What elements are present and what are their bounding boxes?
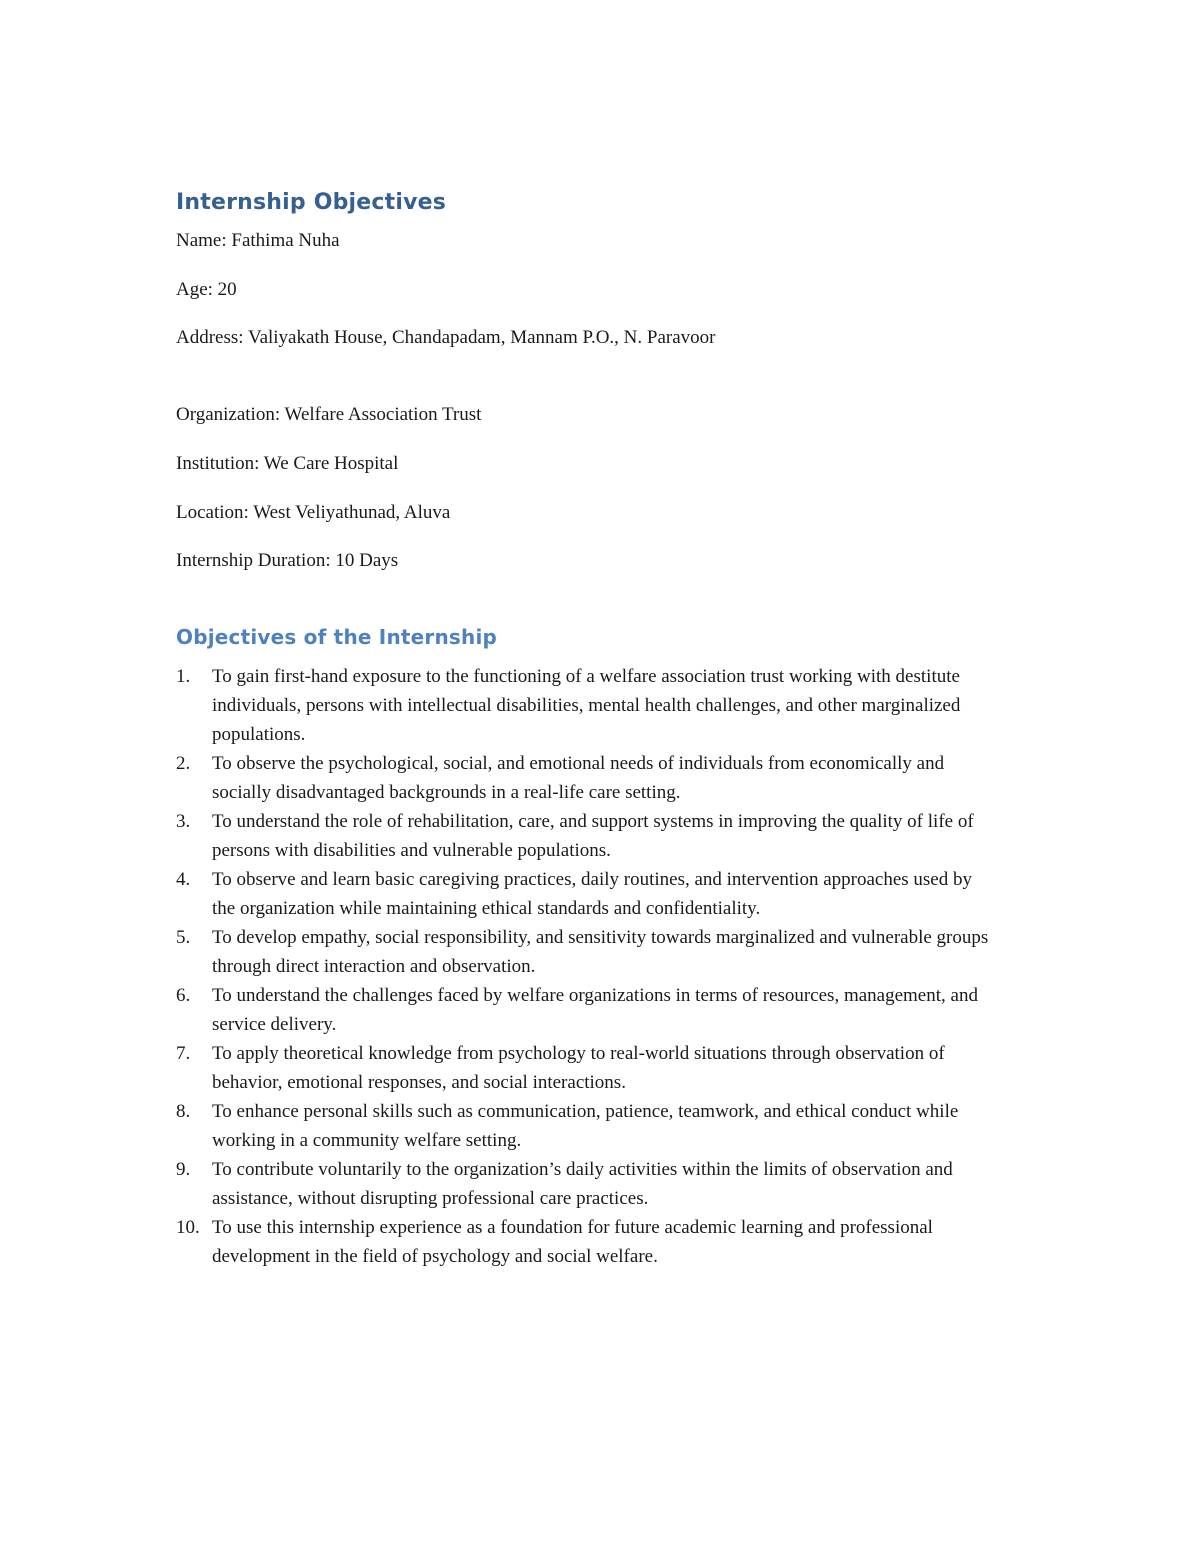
list-item-text: To develop empathy, social responsibility, and sensitivity towards marginalized and vulnerable groups through direct interaction and observation.: [212, 927, 989, 977]
list-item: [176, 1155, 996, 1213]
list-item: [176, 662, 996, 749]
list-item: [176, 1097, 996, 1155]
field-duration: Internship Duration: 10 Days: [176, 550, 399, 571]
list-item-number: 9.: [176, 1159, 191, 1180]
list-item-text: To observe the psychological, social, and emotional needs of individuals from economically and socially disadvantaged backgrounds in a real-life care setting.: [212, 753, 945, 803]
list-item-number: 4.: [176, 869, 191, 890]
list-item-text: To gain first-hand exposure to the functioning of a welfare association trust working with destitute individuals, persons with intellectual disabilities, mental health challenges, and other marginalized populations.: [212, 666, 961, 745]
list-item-text: To apply theoretical knowledge from psychology to real-world situations through observation of behavior, emotional responses, and social interactions.: [212, 1043, 945, 1093]
list-item: [176, 1039, 996, 1097]
field-institution: Institution: We Care Hospital: [176, 453, 399, 474]
list-item-text: To understand the challenges faced by welfare organizations in terms of resources, management, and service delivery.: [212, 985, 978, 1035]
field-address: Address: Valiyakath House, Chandapadam, Mannam P.O., N. Paravoor: [176, 327, 716, 348]
list-item-text: To observe and learn basic caregiving practices, daily routines, and intervention approaches used by the organization while maintaining ethical standards and confidentiality.: [212, 869, 972, 919]
list-item-number: 7.: [176, 1043, 191, 1064]
list-item: [176, 1213, 996, 1271]
list-item: [176, 807, 996, 865]
list-item: [176, 749, 996, 807]
list-item-number: 3.: [176, 811, 191, 832]
list-item-text: To use this internship experience as a foundation for future academic learning and professional development in the field of psychology and social welfare.: [212, 1217, 933, 1267]
field-age: Age: 20: [176, 279, 237, 300]
list-item-text: To enhance personal skills such as communication, patience, teamwork, and ethical conduct while working in a community welfare setting.: [212, 1101, 959, 1151]
list-item-number: 1.: [176, 666, 191, 687]
objectives-heading: Objectives of the Internship: [176, 625, 498, 649]
list-item-text: To understand the role of rehabilitation, care, and support systems in improving the quality of life of persons with disabilities and vulnerable populations.: [212, 811, 974, 861]
page-title: Internship Objectives: [176, 190, 447, 215]
field-name: Name: Fathima Nuha: [176, 230, 340, 251]
list-item: [176, 865, 996, 923]
list-item-number: 6.: [176, 985, 191, 1006]
field-organization: Organization: Welfare Association Trust: [176, 404, 482, 425]
list-item-number: 10.: [176, 1217, 200, 1238]
list-item-number: 8.: [176, 1101, 191, 1122]
list-item: [176, 923, 996, 981]
field-location: Location: West Veliyathunad, Aluva: [176, 502, 451, 523]
list-item-text: To contribute voluntarily to the organization’s daily activities within the limits of observation and assistance, without disrupting professional care practices.: [212, 1159, 953, 1209]
list-item-number: 5.: [176, 927, 191, 948]
list-item-number: 2.: [176, 753, 191, 774]
objectives-list: [176, 662, 996, 1271]
list-item: [176, 981, 996, 1039]
